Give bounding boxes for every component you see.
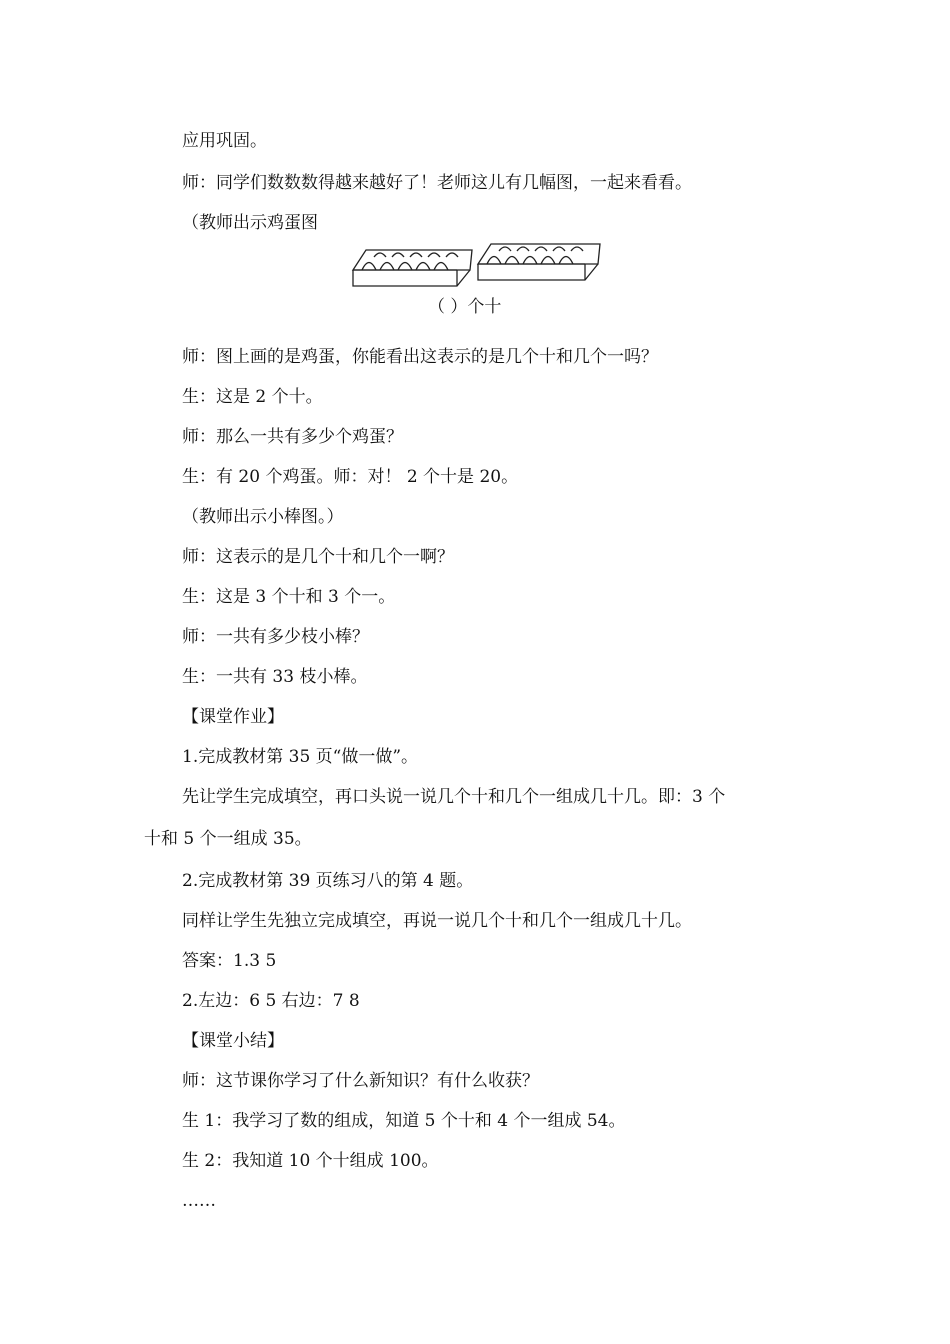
paragraph: 先让学生完成填空，再口头说一说几个十和几个一组成几十几。即：3 个 bbox=[182, 787, 726, 807]
egg-carton-figure bbox=[350, 240, 610, 296]
paragraph: 师：图上画的是鸡蛋，你能看出这表示的是几个十和几个一吗？ bbox=[182, 347, 658, 367]
paragraph: 1.完成教材第 35 页“做一做”。 bbox=[182, 747, 419, 767]
paragraph: （教师出示小棒图。） bbox=[182, 507, 344, 527]
paragraph: 生：有 20 个鸡蛋。师：对！ 2 个十是 20。 bbox=[182, 467, 519, 487]
paragraph: 生：一共有 33 枝小棒。 bbox=[182, 667, 368, 687]
paragraph: 师：一共有多少枝小棒？ bbox=[182, 627, 369, 647]
section-heading: 【课堂小结】 bbox=[182, 1031, 284, 1051]
ellipsis: …… bbox=[182, 1191, 216, 1211]
egg-carton-left bbox=[353, 250, 472, 286]
answer-line: 2.左边：6 5 右边：7 8 bbox=[182, 991, 360, 1011]
answer-line: 答案：1.3 5 bbox=[182, 951, 277, 971]
paragraph: 2.完成教材第 39 页练习八的第 4 题。 bbox=[182, 871, 474, 891]
figure-caption: （ ）个十 bbox=[428, 297, 502, 317]
section-heading: 【课堂作业】 bbox=[182, 707, 284, 727]
paragraph: 生：这是 2 个十。 bbox=[182, 387, 323, 407]
paragraph: 师：同学们数数数得越来越好了！老师这儿有几幅图，一起来看看。 bbox=[182, 173, 692, 193]
paragraph: （教师出示鸡蛋图 bbox=[182, 213, 318, 233]
paragraph: 应用巩固。 bbox=[182, 131, 267, 151]
paragraph: 师：那么一共有多少个鸡蛋？ bbox=[182, 427, 403, 447]
paragraph: 生 1：我学习了数的组成，知道 5 个十和 4 个一组成 54。 bbox=[182, 1111, 626, 1131]
paragraph-continuation: 十和 5 个一组成 35。 bbox=[144, 829, 312, 849]
paragraph: 师：这节课你学习了什么新知识？有什么收获？ bbox=[182, 1071, 539, 1091]
egg-carton-right bbox=[478, 244, 600, 280]
paragraph: 同样让学生先独立完成填空，再说一说几个十和几个一组成几十几。 bbox=[182, 911, 692, 931]
paragraph: 生：这是 3 个十和 3 个一。 bbox=[182, 587, 396, 607]
paragraph: 生 2：我知道 10 个十组成 100。 bbox=[182, 1151, 439, 1171]
paragraph: 师：这表示的是几个十和几个一啊？ bbox=[182, 547, 454, 567]
